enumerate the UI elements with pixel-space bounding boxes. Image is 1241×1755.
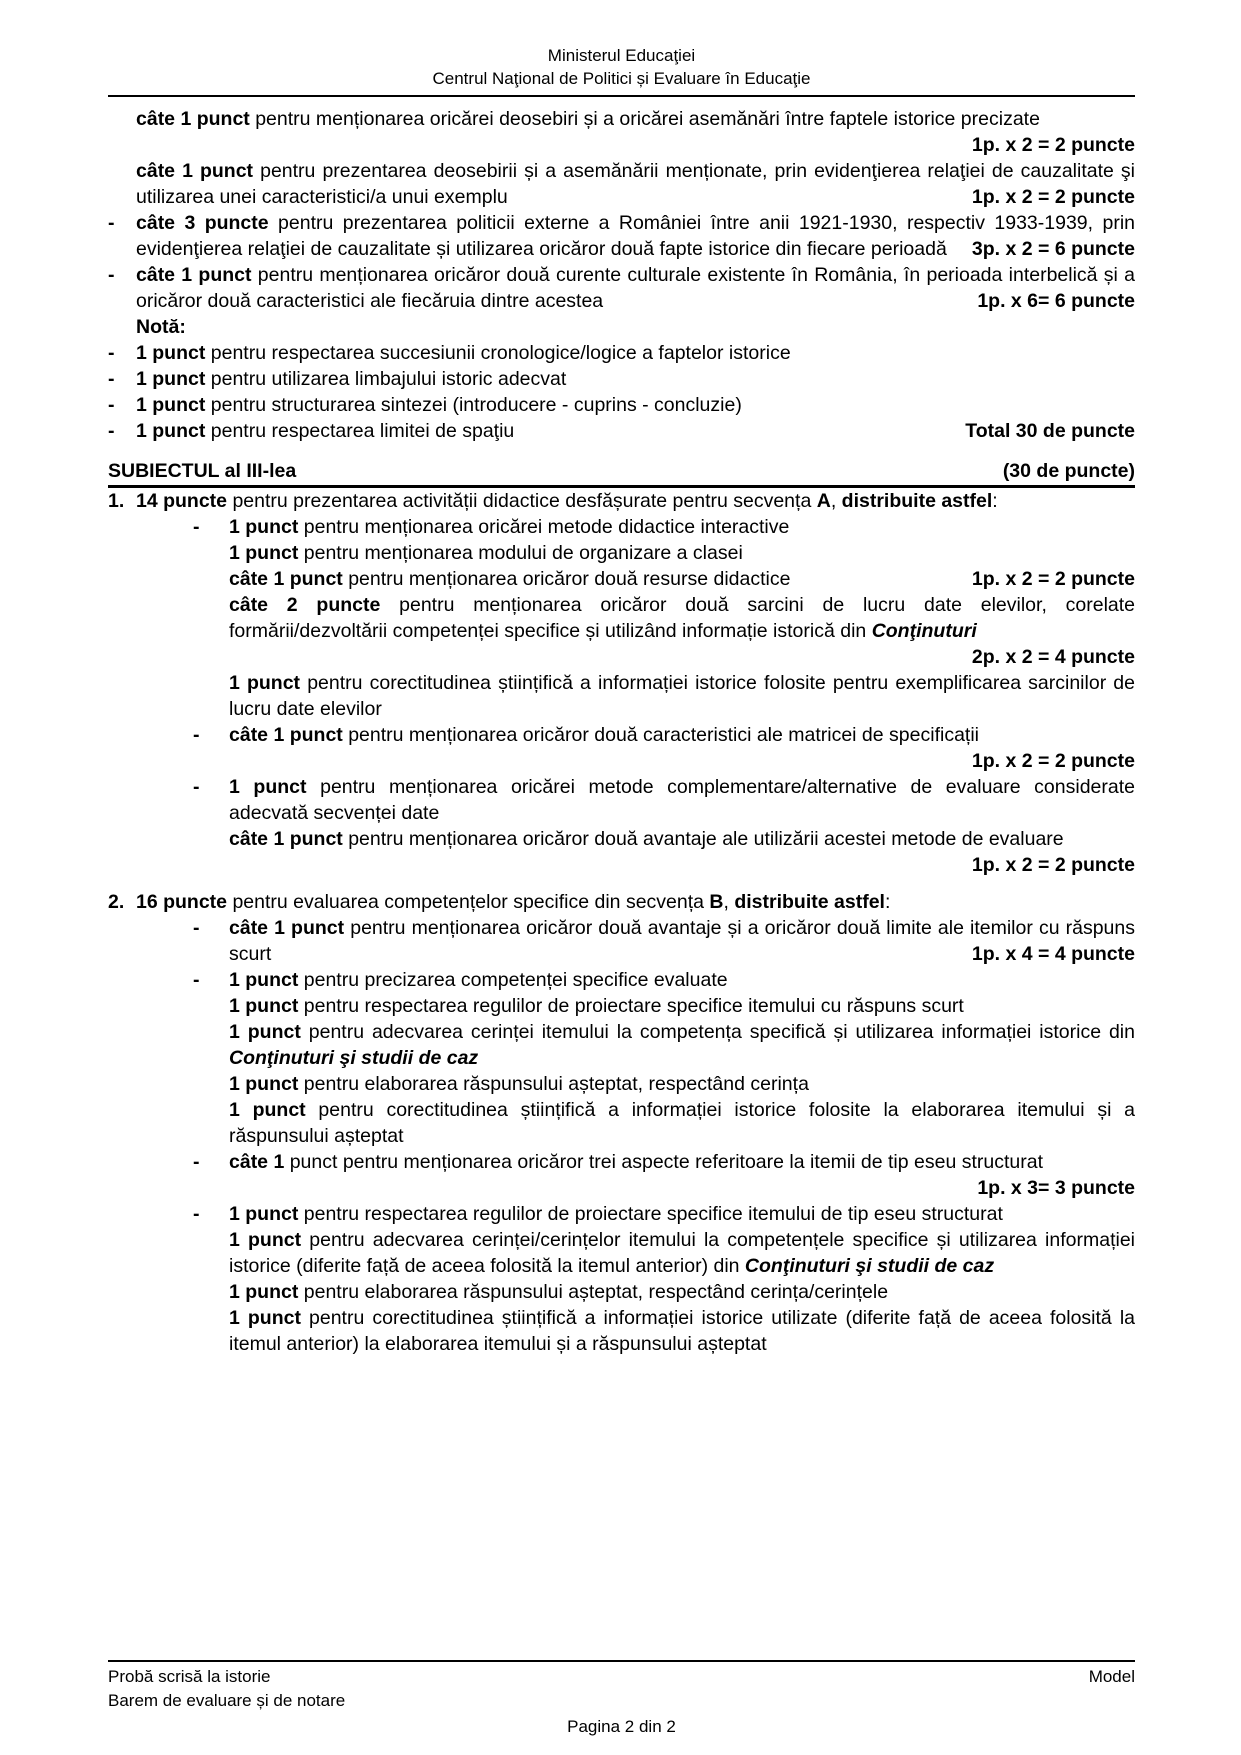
item-marker: - [108, 394, 115, 416]
list-item [108, 158, 1135, 210]
footer-doc-type: Barem de evaluare și de notare [108, 1691, 346, 1710]
text-segment: : [884, 891, 891, 913]
text-segment: , [723, 891, 735, 913]
item-text [229, 967, 1135, 993]
item-marker: - [193, 969, 200, 991]
list-item [108, 1149, 1135, 1201]
footer-model-label: Model [1088, 1667, 1135, 1686]
list-item [108, 106, 1135, 158]
item-marker [193, 993, 229, 1019]
item-marker: - [193, 516, 200, 538]
item-text [136, 488, 1135, 514]
item-marker [108, 314, 136, 340]
header-line1: Ministerul Educaţiei [547, 46, 696, 65]
list-item [108, 262, 1135, 314]
text-segment: pentru utilizarea limbajului istoric adecvat [210, 368, 567, 390]
numbered-item [108, 889, 1135, 915]
text-segment: Notă: [136, 316, 186, 338]
text-segment: 1 punct [229, 995, 304, 1017]
item-marker: - [193, 1151, 200, 1173]
text-segment: pentru prezentarea deosebirii și a asemănării menționate, prin evidenţierea relaţiei de cauzalitate şi utilizarea unei caracteristici/a unui exemplu [136, 160, 1135, 208]
list-item [108, 540, 1135, 566]
text-segment: pentru adecvarea cerinței/cerințelor itemului la competențele specifice și utilizarea informației istorice (diferite față de aceea folosită la itemul anterior) din [229, 1229, 1135, 1277]
text-segment: pentru menționarea oricăror două curente culturale existente în România, în perioada interbelică și a oricăror două caracteristici ale fiecăruia dintre acestea [136, 264, 1135, 312]
score-value: 1p. x 2 = 2 puncte [971, 854, 1135, 876]
text-segment: : [992, 490, 998, 512]
text-segment: pentru prezentarea politicii externe a României între anii 1921-1930, respectiv 1933-1939, prin evidenţierea relaţiei de cauzalitate și utilizarea oricăror două fapte istorice din fiecare perioadă [136, 212, 1136, 260]
text-segment: câte 1 [229, 1151, 285, 1173]
text-segment: 1 punct [229, 1203, 304, 1225]
item-text [136, 366, 1135, 392]
item-marker: - [108, 420, 115, 442]
list-item [108, 340, 1135, 366]
text-segment: distribuite astfel [734, 891, 885, 913]
text-segment: 1 punct [229, 1073, 304, 1095]
text-segment: 1 punct [229, 1229, 310, 1251]
text-segment: B [709, 891, 724, 913]
text-segment: pentru menționarea oricăror două avantaje și a oricăror două limite ale itemilor cu răspuns scurt [229, 917, 1135, 965]
score-value: 3p. x 2 = 6 puncte [971, 238, 1135, 260]
text-segment: pentru respectarea limitei de spaţiu [210, 420, 515, 442]
text-segment: pentru structurarea sintezei (introducere - cuprins - concluzie) [210, 394, 742, 416]
list-item [108, 592, 1135, 670]
text-segment: pentru respectarea regulilor de proiectare specifice itemului de tip eseu structurat [303, 1203, 1003, 1225]
list-item [108, 210, 1135, 262]
text-segment: câte 1 punct [229, 568, 349, 590]
item-text [229, 540, 1135, 566]
item-text [136, 210, 1135, 262]
text-segment: Conţinuturi şi studii de caz [744, 1255, 995, 1277]
item-text [136, 106, 1135, 158]
list-item [108, 967, 1135, 993]
list-item [108, 1019, 1135, 1071]
item-marker [193, 670, 229, 722]
text-segment: pentru respectarea succesiunii cronologice/logice a faptelor istorice [210, 342, 791, 364]
numbered-item [108, 488, 1135, 514]
item-marker: 1. [108, 490, 125, 512]
header-line2: Centrul Naţional de Politici și Evaluare în Educaţie [432, 69, 811, 88]
footer-row [108, 1665, 1135, 1689]
text-segment: 14 puncte [136, 490, 233, 512]
item-marker [193, 1227, 229, 1279]
text-segment: câte 2 puncte [229, 594, 400, 616]
item-text [229, 566, 1135, 592]
text-segment: 1 punct [229, 516, 304, 538]
text-segment: pentru menționarea oricăror două resurse didactice [348, 568, 791, 590]
item-text [229, 1201, 1135, 1227]
item-text [229, 1097, 1135, 1149]
item-marker [193, 540, 229, 566]
item-text [229, 1305, 1135, 1357]
item-text [229, 826, 1135, 878]
text-segment: pentru adecvarea cerinței itemului la competența specifică și utilizarea informației istorice din [308, 1021, 1135, 1043]
item-text [136, 418, 1135, 444]
header-divider [108, 95, 1135, 97]
page-header [108, 44, 1135, 97]
text-segment: pentru corectitudinea științifică a informației istorice folosite pentru exemplificarea sarcinilor de lucru date elevilor [229, 672, 1136, 720]
text-segment: câte 1 punct [136, 160, 261, 182]
list-item [108, 915, 1135, 967]
footer-exam-type: Probă scrisă la istorie [108, 1667, 271, 1686]
text-segment: pentru elaborarea răspunsului așteptat, respectând cerința [303, 1073, 809, 1095]
list-item [108, 1071, 1135, 1097]
text-segment: câte 1 punct [229, 724, 349, 746]
text-segment: pentru menționarea oricăror două caracteristici ale matricei de specificații [348, 724, 979, 746]
text-segment: 1 punct [229, 672, 308, 694]
footer-page-number: Pagina 2 din 2 [567, 1717, 676, 1736]
item-text [136, 392, 1135, 418]
text-segment: 1 punct [229, 1099, 319, 1121]
text-segment: pentru menționarea oricărei metode didactice interactive [303, 516, 790, 538]
item-text [229, 1019, 1135, 1071]
score-value: 1p. x 2 = 2 puncte [971, 186, 1135, 208]
text-segment: distribuite astfel [841, 490, 993, 512]
item-marker [193, 1305, 229, 1357]
list-item [108, 1305, 1135, 1357]
text-segment: pentru evaluarea competențelor specifice din secvența [232, 891, 710, 913]
text-segment: , [830, 490, 842, 512]
text-segment: pentru respectarea regulilor de proiectare specifice itemului cu răspuns scurt [303, 995, 964, 1017]
text-segment: 16 puncte [136, 891, 233, 913]
list-item [108, 993, 1135, 1019]
list-item [108, 1201, 1135, 1227]
section-heading [108, 458, 1135, 488]
text-segment: câte 3 puncte [136, 212, 279, 234]
item-marker: - [193, 917, 200, 939]
item-text [229, 592, 1135, 670]
text-segment: pentru corectitudinea științifică a informației istorice utilizate (diferite față de aceea folosită la itemul anterior) la elaborarea itemului și a răspunsului așteptat [229, 1307, 1135, 1355]
text-segment: pentru menționarea oricăror două sarcini de lucru date elevilor, corelate formării/dezvoltării competenței specifice și utilizând informație istorică din [229, 594, 1136, 642]
item-text [229, 514, 1135, 540]
text-segment: A [816, 490, 831, 512]
list-item [108, 1279, 1135, 1305]
score-value: 1p. x 3= 3 puncte [977, 1177, 1135, 1199]
score-value: 1p. x 2 = 2 puncte [971, 134, 1135, 156]
text-segment: 1 punct [229, 1307, 310, 1329]
text-segment: pentru menționarea oricărei deosebiri și a oricărei asemănări între faptele istorice precizate [255, 108, 1040, 130]
list-item [108, 566, 1135, 592]
list-item [108, 366, 1135, 392]
item-text [136, 340, 1135, 366]
text-segment: 1 punct [229, 776, 321, 798]
list-item [108, 722, 1135, 774]
item-text [229, 1227, 1135, 1279]
score-value: 1p. x 2 = 2 puncte [971, 568, 1135, 590]
item-marker [193, 1097, 229, 1149]
text-segment: câte 1 punct [229, 828, 349, 850]
text-segment: câte 1 punct [136, 264, 258, 286]
text-segment: Conţinuturi [871, 620, 977, 642]
text-segment: 1 punct [136, 420, 211, 442]
text-segment: pentru prezentarea activității didactice desfășurate pentru secvența [232, 490, 817, 512]
page-footer [108, 1660, 1135, 1739]
text-segment: punct pentru menționarea oricăror trei aspecte referitoare la itemii de tip eseu structurat [284, 1151, 1044, 1173]
list-item [108, 1227, 1135, 1279]
item-marker [193, 826, 229, 878]
text-segment: 1 punct [136, 368, 211, 390]
item-marker [193, 1279, 229, 1305]
item-text [229, 1279, 1135, 1305]
text-segment: pentru elaborarea răspunsului așteptat, respectând cerința/cerințele [303, 1281, 889, 1303]
score-value: 1p. x 6= 6 puncte [977, 290, 1135, 312]
text-segment: 1 punct [136, 394, 211, 416]
list-item [108, 392, 1135, 418]
text-segment: 1 punct [136, 342, 211, 364]
list-item [108, 1097, 1135, 1149]
item-marker [108, 158, 136, 210]
score-value: 2p. x 2 = 4 puncte [971, 646, 1135, 668]
item-marker: - [193, 776, 200, 798]
item-marker [108, 106, 136, 158]
text-segment: pentru corectitudinea științifică a informației istorice folosite la elaborarea itemului și a răspunsului așteptat [229, 1099, 1135, 1147]
text-segment: 1 punct [229, 542, 304, 564]
item-text [229, 774, 1135, 826]
score-value: Total 30 de puncte [965, 420, 1135, 442]
text-segment: câte 1 punct [136, 108, 256, 130]
text-segment: 1 punct [229, 969, 304, 991]
list-item [108, 774, 1135, 826]
item-marker [193, 1019, 229, 1071]
text-segment: 1 punct [229, 1281, 304, 1303]
document-body [108, 106, 1135, 1357]
item-marker: - [193, 724, 200, 746]
item-marker [193, 1071, 229, 1097]
text-segment: pentru menționarea oricărei metode complementare/alternative de evaluare considerate adecvată secvenței date [229, 776, 1135, 824]
item-marker [193, 592, 229, 670]
text-segment: pentru menționarea oricăror două avantaje ale utilizării acestei metode de evaluare [348, 828, 1064, 850]
text-segment: pentru menționarea modului de organizare a clasei [303, 542, 743, 564]
item-marker: - [193, 1203, 200, 1225]
item-text [229, 993, 1135, 1019]
item-marker [193, 566, 229, 592]
text-segment: 1 punct [229, 1021, 309, 1043]
item-text [136, 262, 1135, 314]
list-item [108, 826, 1135, 878]
item-text [136, 314, 1135, 340]
score-value: 1p. x 2 = 2 puncte [971, 750, 1135, 772]
item-marker: 2. [108, 891, 125, 913]
page-content [108, 44, 1135, 1357]
item-text [229, 1071, 1135, 1097]
item-text [136, 158, 1135, 210]
item-marker: - [108, 212, 115, 234]
list-item [108, 514, 1135, 540]
list-item [108, 314, 1135, 340]
text-segment: Conţinuturi şi studii de caz [229, 1047, 479, 1069]
item-text [229, 722, 1135, 774]
text-segment: câte 1 punct [229, 917, 351, 939]
item-text [229, 915, 1135, 967]
list-item [108, 670, 1135, 722]
item-marker: - [108, 342, 115, 364]
score-value: 1p. x 4 = 4 puncte [971, 943, 1135, 965]
item-text [229, 1149, 1135, 1201]
section-points: (30 de puncte) [1002, 460, 1135, 482]
section-title: SUBIECTUL al III-lea [108, 460, 297, 482]
text-segment: pentru precizarea competenței specifice evaluate [303, 969, 728, 991]
item-marker: - [108, 368, 115, 390]
item-text [136, 889, 1135, 915]
item-marker: - [108, 264, 115, 286]
item-text [229, 670, 1135, 722]
list-item [108, 418, 1135, 444]
